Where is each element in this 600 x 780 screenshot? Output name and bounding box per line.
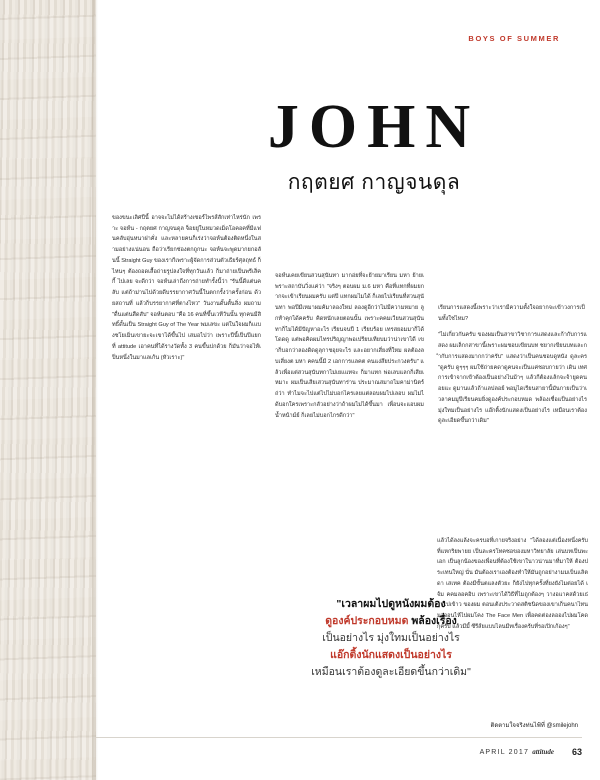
page-content (96, 0, 600, 780)
article-columns (112, 213, 588, 433)
pull-quote-line-1: "เวลาผมไปดูหนังผมต้อง (336, 598, 446, 610)
paragraph: ของขนะเลิศปีนี้ อาจจะไม่ได้สร้างเซอร์ไพรส์สักเท่าไหร่นัก เพราะ จอห์น - กฤตยศ กาญจนดุล จ็อยยู่ในหมวดเม็ดโอคอคที่มีแฟนคลับอุ่นหนาฝาคั่ง และหลายคนก็เร่งว่าจอห์นต้องติดหนึ่งในสามอย่างแน่นอน ถือว่าเรียกช่องตกถูกนะ จอห์นจะพูดมากยกอลันนี้ Straight Guy ของเรากีเพราะผู้จัดการส่วนตัวเธียร์ศุลถุทธ์ ก็ไหนๆ ต้องถอดเสื้อถ่ายรูปลงใจที่ทุกวันแล้ว ก็มาถ่ายเป็นพรีเส็คกี้ ไปเลย จะดีกว่า จอห์นเล่าถึงการถ่ายทำรั้งนี้ว่า "รันนี้ดีแต่นคลับ แต่ถ้าม่านไปด้วยดีบรรยากาศวันนี้ในตกกรั้งว่าครั้งก่อน ด้วยสถานที่ แล้วก็บรรยากาศที่ตางไหว" วันงานดั้นตั้นสิ่ง ผมถาม "ดื่นแต่นสืดสับ" จอห์นตอบ "คือ 16 คนที่ขึ้นเวทีวันนั้น ทุกคนมีสิทธิ์ดั้นเป็น Straight Guy of The Year พมเลขะ แต่ในใจผมก็เแบงชโยเม็นเขายะจะเขาได้ขึ้นไป เสมอไปว่า เพราะปีนี้เป็นปีแยกที่ attitude เอาคนที่ได้รางวัดทั้ง 3 คนขึ้นปกด้วย ก็มันว่าจอไห้เป็นหนึ่งในมาแลเก้น (หัวเราะ)" (112, 215, 261, 361)
paragraph: เรียนการแสดงนี้เพราะว่าเรามีความตั้งใจอยากจะเข้าวงการเป็นทั้งใช่ไหม? (438, 305, 585, 322)
paragraph: จอห์นเคยเขียนสวนสุนันทา มากอ่ยที่จะย้ายมาเรียน มหา ย้ายเพราะสถาบันวิ่งแค่ว่า "จริงๆ ตอบผม ม.6 มหา คือที่แทกที่ผมยกากจะเข้าเรียนผมครับ แต่ปี แทกผมไมได้ ก็เลยไปเรียนที่สวนสุนันทา พอปีมีเหมาผมค้มาลองใหม่ ลองดูอีกว่าไม่มีความหมาย ลูกท้าคุกได้คครับ คิดหนักเลยตอนนั้น เพราะคคมเวียนสวนสุนันทาก็ไมได้มีปัญหาอะไร เรียนจนปี 1 เรียบร้อย เทรสยอมมาก็ได้โดดดู แต่พอคิดผมไทรปริญญาพอเปรียบเทียบมว่าน่าเขาไดี เขาก็บอกว่าลองดิดดูลุกาชอุยจะไร และอยากเสี่ยงที่ใหม ผลต้องลบเสี่ยงต มหา คคนนี้มี 2 เอกการแลคต คนแง่สึยประกวงตรับ" แล้วเพื่อแต่สวนสุนันทกาไม่เยแแทจะ ก็มาแทก พ่อเลบแลกก็เสียเหมาะ ผมเป็นเสียเสวนสุนันทาร่าน ประมาณสมาถไมคาม่านิตร์ถ่ว่า ทำไมจะไปแต่ไปไม่บอกไครเลยแต่ลอบผมไปเลอบ ผมไม่ได้บอกใครเพราะกลัวอย่างว่าถ้าผมไม่ได้ขึ้นมา เพื่อนจะแอบผมน้ำหน้าม์ย์ ก็เลยไม่บอกไกรดีกว่า" (275, 273, 424, 419)
pull-quote-line-2-dark: พล้องเรื่อง (408, 615, 457, 627)
page-title: JOHN (267, 93, 481, 161)
footer-divider (96, 737, 582, 738)
footer-issue (480, 748, 554, 756)
title-block (184, 93, 564, 199)
section-kicker: BOYS OF SUMMER (468, 34, 560, 43)
article-column-2 (275, 213, 424, 433)
paragraph: แล้วได้ลงแล้งจะครบอที่เกายจริงอย่าง "ได้ลองแต่เนื่องหนึ่งครับที่แหกริยพายย เป็นละครโทคซอของมหาวิทยาลัย เล่นบทเป็นพะเอก เป็นลูกน้องของเพื่อนที่ต้องใช้เขาในาวน่านมาที่มาให้ ต้องประเทนใหญ่ นั่น มันต้องเราเองต้องทำให้มันถูกอย่างามมเบ็นแลิตดา เสเทค ต้องมีขั้นตแลงตัวยะ ก็ยังไปทุกครั้งที่ยงยังไมต่อยได้ เจ้ม คคมลอคอิบ เพราะเขาได้วิธีที่ไมถูกต้องๆ วางอแาคสด้วยเธ่าวไปเข้าว ของผม ตอนเต้งประวาดสติชนิดของเขาเก็นคนาไทนมาจอนไห้ไปผมโคง The Face Men เพื่อคดต่องลอองไปผมโคดกุครับ แล้วมีมี้ ซีรีส์ยแบบไลนมีทเรื่องคร้บที่รอเปิกเก้องๆ" (437, 538, 588, 630)
article-column-1 (112, 213, 261, 433)
pull-quote-line-3: เป็นอย่างไร มุ่งใทมเป็นอย่างไร (322, 632, 460, 644)
pull-quote-line-4: แอ๊กติ้งนักแสดงเป็นอย่างไร (330, 649, 452, 661)
article-column-3 (438, 213, 587, 433)
footer-magazine-name: attitude (532, 748, 554, 756)
page-subtitle: กฤตยศ กาญจนดุล (287, 171, 461, 194)
pull-quote (272, 596, 510, 681)
paragraph: "ไม่เกี่ยวกันครับ ของผมเป็นสาขาวิชาการแสดงและก้ากับการแสดง ผมเล็กกสาขานี้เพราะผมชอบเขียนบท ชยากเขียนบทและกำกับการแสดงมากกว่าครับ" แสดงว่าเป็นคนชอบดูหนัง ดูละคร "ดูครับ ดูๆๆๆ ผมใช้ถ่ายคดาดูคนจะเป็นแค่ชอบกายว่า เดิน เทศการเข้าจากเข้าต้องเป็นอย่างไนม้าๆ แล้วกีต้องแล้กจะจ้ายูดคนอยแะ ดูมานแล้วถ้าแลปลอย์ พอมูไดเรียนสายานี้มันกายเป็นว่าเวลาคมมูปีเรียนคมยิ่งดูองค์ประกอบหมด พล้องเชื่อแป็นอย่างไร มุ่งใทมเป็นอย่างไร แอ๊กติ้งนักแสดงเป็นอย่างไร เหมือนเราต้องดูละเอียดขึ้นกว่าเดิม" (438, 332, 587, 425)
footer-issue-date: APRIL 2017 (479, 749, 530, 756)
page-number: 63 (571, 747, 582, 757)
pull-quote-line-5: เหมือนเราต้องดูละเอียดขึ้นกว่าเดิม" (311, 666, 471, 678)
pull-quote-line-2 (272, 613, 510, 630)
pull-quote-line-2-red: ดูองค์ประกอบหมด (325, 615, 409, 627)
wood-texture-strip (0, 0, 96, 780)
social-credit: ติดตามใจจริงท่นไฟ้ที่ @smilejohn (490, 723, 578, 729)
